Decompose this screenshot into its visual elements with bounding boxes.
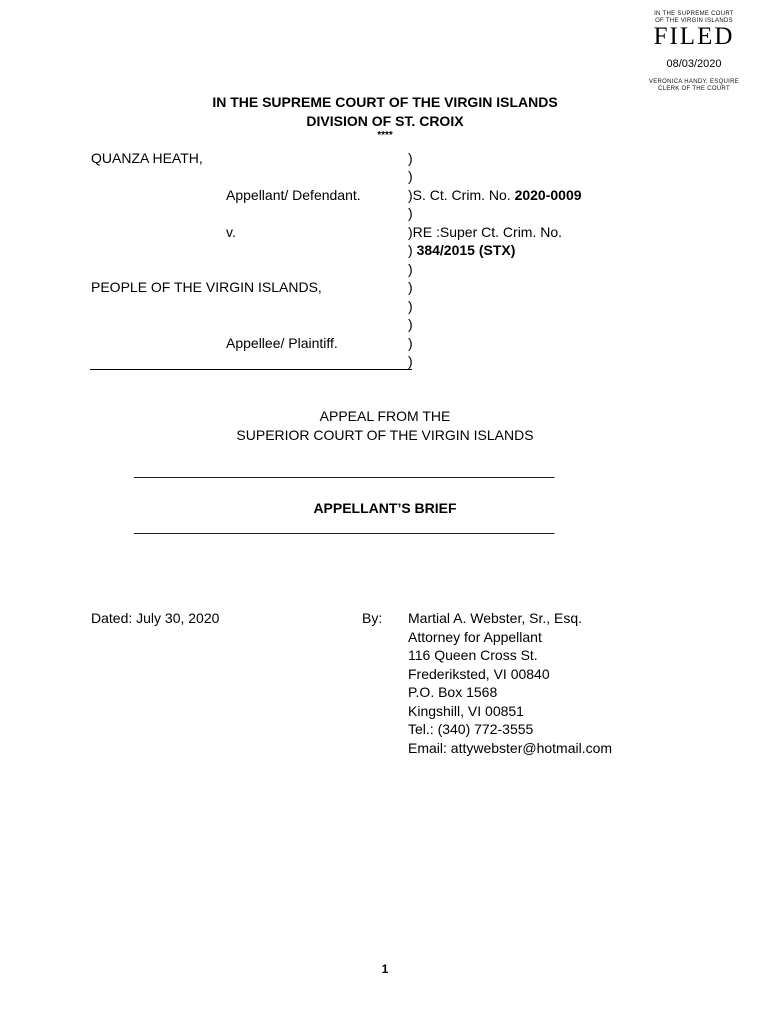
caption-paren: ): [408, 205, 413, 221]
separator-bottom: ______________________________________________________: [134, 518, 555, 534]
attorney-name: Martial A. Webster, Sr., Esq.: [408, 610, 583, 626]
caption-paren: ): [408, 335, 413, 351]
stamp-date: 08/03/2020: [666, 58, 722, 70]
stars: ****: [377, 130, 393, 141]
page-number: 1: [381, 962, 389, 976]
stamp-clerk-line-1: VERONICA HANDY, ESQUIRE: [648, 79, 740, 85]
stamp-clerk-line-2: CLERK OF THE COURT: [658, 86, 730, 92]
po-box: P.O. Box 1568: [408, 684, 498, 700]
city-address: Frederiksted, VI 00840: [408, 665, 550, 682]
appeal-line-2: SUPERIOR COURT OF THE VIRGIN ISLANDS: [236, 427, 534, 443]
appellee-role: Appellee/ Plaintiff.: [226, 335, 338, 351]
caption-paren: ): [408, 168, 413, 184]
signature-lines: [408, 609, 612, 757]
street-address: 116 Queen Cross St.: [408, 647, 538, 663]
caption-paren: ): [408, 353, 413, 369]
stamp-court-line-2: OF THE VIRGIN ISLANDS: [655, 18, 733, 24]
supreme-case-number: [408, 186, 582, 205]
telephone: Tel.: (340) 772-3555: [408, 721, 534, 737]
appellant-name: QUANZA HEATH,: [91, 150, 203, 166]
appeal-line-1: APPEAL FROM THE: [319, 408, 451, 424]
appellee-name: PEOPLE OF THE VIRGIN ISLANDS,: [91, 279, 322, 295]
email: Email: attywebster@hotmail.com: [408, 739, 613, 756]
caption-paren: ): [408, 316, 413, 332]
stamp-filed: FILED: [653, 23, 735, 50]
by-label: By:: [362, 610, 383, 626]
caption-paren: ): [408, 150, 413, 166]
court-heading: IN THE SUPREME COURT OF THE VIRGIN ISLANDS: [212, 94, 558, 110]
caption-paren: ): [408, 261, 413, 277]
division-heading: DIVISION OF ST. CROIX: [306, 113, 464, 129]
case-no-prefix: )S. Ct. Crim. No.: [408, 187, 515, 203]
lower-no-prefix: ): [408, 242, 417, 258]
superior-case-number: [408, 241, 515, 260]
appellant-role: Appellant/ Defendant.: [226, 187, 361, 203]
caption-paren: ): [408, 298, 413, 314]
versus: v.: [226, 224, 236, 240]
brief-title: APPELLANT’S BRIEF: [313, 500, 457, 516]
attorney-role: Attorney for Appellant: [408, 628, 542, 645]
caption-paren: ): [408, 279, 413, 295]
filing-stamp: [648, 11, 740, 93]
separator-top: ______________________________________________________: [134, 462, 555, 478]
dated-line: Dated: July 30, 2020: [91, 610, 220, 626]
case-no: 2020-0009: [514, 187, 582, 203]
lower-no: 384/2015 (STX): [416, 242, 516, 258]
superior-case-label: )RE :Super Ct. Crim. No.: [408, 224, 563, 240]
caption-rule: [90, 369, 412, 370]
po-city: Kingshill, VI 00851: [408, 702, 524, 719]
stamp-court-line-1: IN THE SUPREME COURT: [654, 11, 734, 17]
